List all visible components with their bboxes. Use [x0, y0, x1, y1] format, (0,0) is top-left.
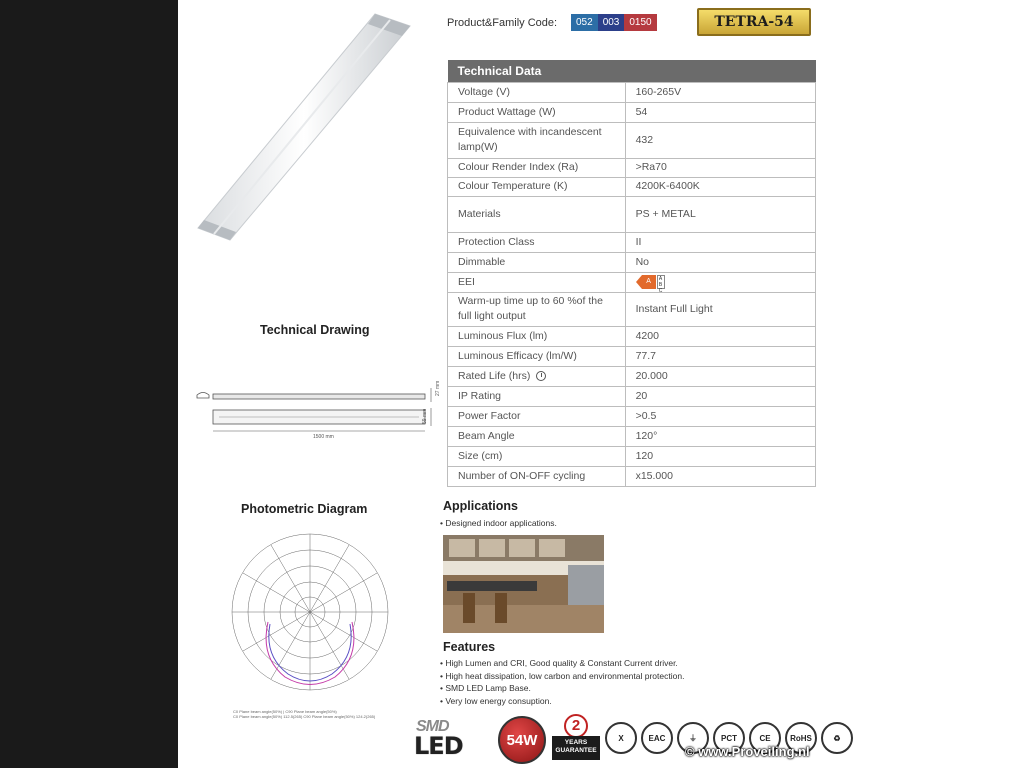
warranty-text-guarantee: GUARANTEE — [555, 747, 597, 754]
warranty-text-years: YEARS — [564, 739, 588, 746]
product-code-label: Product&Family Code: — [447, 17, 558, 29]
kitchen-photo — [443, 535, 604, 633]
table-row — [448, 82, 816, 102]
row-value: 77.7 — [625, 346, 815, 366]
height-dimension: 27 mm — [435, 380, 441, 396]
eac-icon: EAC — [641, 722, 673, 754]
row-value: No — [625, 252, 815, 272]
table-row — [448, 326, 816, 346]
table-row — [448, 252, 816, 272]
row-value: 160-265V — [625, 82, 815, 102]
photometric-diagram — [228, 530, 393, 710]
table-row — [448, 386, 816, 406]
photometric-legend-line-1: C0 Plane beam angle(50%) | C90 Plane beam angle(50%) — [233, 709, 337, 714]
row-key: Power Factor — [448, 406, 626, 426]
row-value: 20 — [625, 386, 815, 406]
row-value: 120 — [625, 446, 815, 466]
row-value: II — [625, 232, 815, 252]
row-key: Luminous Flux (lm) — [448, 326, 626, 346]
row-value: 54 — [625, 102, 815, 122]
table-row — [448, 196, 816, 232]
smd-text: SMD — [416, 718, 449, 735]
row-key: Product Wattage (W) — [448, 102, 626, 122]
table-row — [448, 446, 816, 466]
table-row — [448, 366, 816, 386]
watermark: © www.Proveiling.nl — [685, 744, 810, 759]
eei-label-icon: A A B C — [636, 275, 665, 289]
recycle-icon: ♻ — [821, 722, 853, 754]
rated-life-label: Rated Life (hrs) — [458, 369, 531, 382]
row-key: Luminous Efficacy (lm/W) — [448, 346, 626, 366]
row-value: 4200 — [625, 326, 815, 346]
warranty-years: 2 — [564, 714, 588, 738]
list-item: • High heat dissipation, low carbon and environmental protection. — [440, 670, 684, 683]
row-value: 4200K-6400K — [625, 177, 815, 196]
table-row — [448, 102, 816, 122]
table-row — [448, 158, 816, 177]
product-image — [190, 8, 420, 248]
row-value: PS + METAL — [625, 196, 815, 232]
warranty-band — [552, 736, 600, 760]
row-key: IP Rating — [448, 386, 626, 406]
clock-icon — [536, 371, 546, 381]
technical-drawing — [195, 378, 445, 440]
led-text: LED — [414, 732, 463, 760]
row-key: EEI — [448, 272, 626, 292]
row-key: Size (cm) — [448, 446, 626, 466]
length-dimension: 1500 mm — [313, 434, 334, 440]
photometric-legend-line-2: C0 Plane beam angle(50%) 112.5(265) C90 Plane beam angle(50%) 124.2(265) — [233, 714, 376, 719]
product-code-3: 0150 — [624, 14, 656, 31]
row-key: Protection Class — [448, 232, 626, 252]
technical-data-title: Technical Data — [448, 60, 816, 82]
left-black-bar — [0, 0, 178, 768]
table-row — [448, 177, 816, 196]
rohs-icon: RoHS — [785, 722, 817, 754]
row-key: Colour Render Index (Ra) — [448, 158, 626, 177]
row-key: Beam Angle — [448, 426, 626, 446]
pct-icon: PCT — [713, 722, 745, 754]
row-key: Dimmable — [448, 252, 626, 272]
ce-icon: CE — [749, 722, 781, 754]
row-value: Instant Full Light — [625, 292, 815, 326]
list-item: • High Lumen and CRI, Good quality & Constant Current driver. — [440, 657, 684, 670]
smd-led-badge — [414, 718, 494, 762]
row-value: 120° — [625, 426, 815, 446]
no-bin-icon: X — [605, 722, 637, 754]
row-value: >Ra70 — [625, 158, 815, 177]
row-key: Colour Temperature (K) — [448, 177, 626, 196]
table-row — [448, 122, 816, 158]
warranty-badge — [552, 714, 600, 766]
table-row — [448, 346, 816, 366]
features-list — [440, 657, 684, 707]
photometric-diagram-title: Photometric Diagram — [241, 502, 368, 516]
row-value: 20.000 — [625, 366, 815, 386]
row-key: Voltage (V) — [448, 82, 626, 102]
row-key — [448, 366, 626, 386]
table-row — [448, 272, 816, 292]
product-code-boxes — [571, 14, 657, 31]
features-title: Features — [443, 640, 496, 654]
wattage-badge: 54W — [498, 716, 546, 764]
table-row — [448, 232, 816, 252]
table-row — [448, 292, 816, 326]
row-key: Warm-up time up to 60 %of the full light output — [448, 292, 626, 326]
row-key: Equivalence with incandescent lamp(W) — [448, 122, 626, 158]
product-code-2: 003 — [598, 14, 625, 31]
product-code-1: 052 — [571, 14, 598, 31]
model-badge: TETRA-54 — [697, 8, 811, 36]
table-row — [448, 466, 816, 486]
photometric-legend — [233, 709, 403, 719]
eei-class: A — [642, 275, 656, 289]
row-key: Number of ON-OFF cycling — [448, 466, 626, 486]
list-item: • Very low energy consuption. — [440, 695, 684, 708]
width-dimension: 59 mm — [422, 408, 428, 424]
row-value: 432 — [625, 122, 815, 158]
row-value: x15.000 — [625, 466, 815, 486]
technical-data-table — [447, 60, 816, 487]
row-key: Materials — [448, 196, 626, 232]
applications-item: • Designed indoor applications. — [440, 518, 557, 528]
table-row — [448, 406, 816, 426]
applications-title: Applications — [443, 499, 519, 513]
list-item: • SMD LED Lamp Base. — [440, 682, 684, 695]
technical-drawing-title: Technical Drawing — [260, 323, 370, 337]
row-value: >0.5 — [625, 406, 815, 426]
applications-item-text: Designed indoor applications. — [445, 518, 557, 528]
table-row — [448, 426, 816, 446]
row-value — [625, 272, 815, 292]
ground-icon: ⏚ — [677, 722, 709, 754]
